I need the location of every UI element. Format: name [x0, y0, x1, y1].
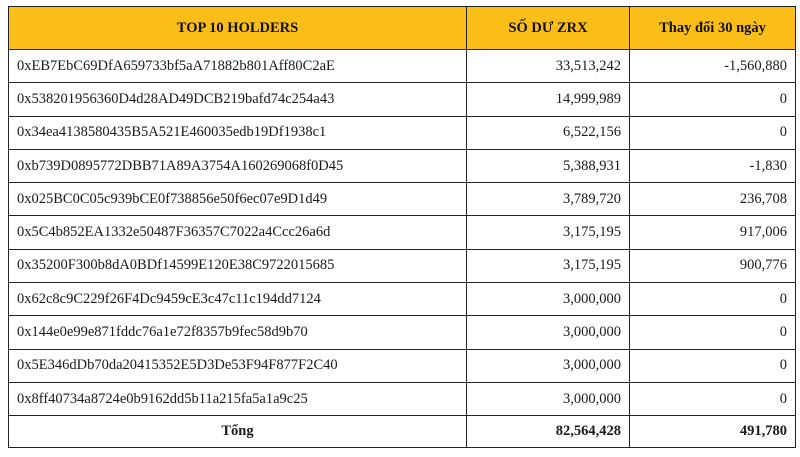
- holder-change: -1,830: [630, 149, 796, 182]
- holder-address: 0x144e0e99e871fddc76a1e72f8357b9fec58d9b70: [9, 316, 467, 349]
- holder-address: 0x025BC0C05c939bCE0f738856e50f6ec07e9D1d49: [9, 183, 467, 216]
- holder-address: 0x538201956360D4d28AD49DCB219bafd74c254a43: [9, 83, 467, 116]
- header-row: [9, 7, 796, 50]
- total-row: [9, 416, 796, 448]
- holder-balance: 3,789,720: [467, 183, 630, 216]
- holder-balance: 3,000,000: [467, 316, 630, 349]
- holder-balance: 14,999,989: [467, 83, 630, 116]
- holder-address: 0xb739D0895772DBB71A89A3754A160269068f0D45: [9, 149, 467, 182]
- holder-balance: 3,175,195: [467, 249, 630, 282]
- total-label: Tổng: [9, 416, 467, 448]
- total-change: 491,780: [630, 416, 796, 448]
- table-row: [9, 216, 796, 249]
- header-balance: SỐ DƯ ZRX: [467, 7, 630, 50]
- holder-balance: 3,000,000: [467, 283, 630, 316]
- table-row: [9, 149, 796, 182]
- holder-address: 0xEB7EbC69DfA659733bf5aA71882b801Aff80C2aE: [9, 50, 467, 83]
- holder-change: 0: [630, 382, 796, 415]
- holder-balance: 3,175,195: [467, 216, 630, 249]
- holders-table: [8, 6, 796, 448]
- table-row: [9, 382, 796, 415]
- holder-balance: 3,000,000: [467, 349, 630, 382]
- holder-change: 0: [630, 83, 796, 116]
- table-row: [9, 50, 796, 83]
- holder-address: 0x35200F300b8dA0BDf14599E120E38C9722015685: [9, 249, 467, 282]
- holder-change: 0: [630, 349, 796, 382]
- holder-address: 0x62c8c9C229f26F4Dc9459cE3c47c11c194dd7124: [9, 283, 467, 316]
- holder-address: 0x34ea4138580435B5A521E460035edb19Df1938c1: [9, 116, 467, 149]
- table-row: [9, 283, 796, 316]
- holder-change: 0: [630, 116, 796, 149]
- holder-balance: 6,522,156: [467, 116, 630, 149]
- table-row: [9, 249, 796, 282]
- holder-address: 0x5C4b852EA1332e50487F36357C7022a4Ccc26a6d: [9, 216, 467, 249]
- holder-balance: 5,388,931: [467, 149, 630, 182]
- holder-change: 0: [630, 283, 796, 316]
- table-row: [9, 116, 796, 149]
- header-change-30-days: Thay đổi 30 ngày: [630, 7, 796, 50]
- table-row: [9, 183, 796, 216]
- table-row: [9, 349, 796, 382]
- holder-change: 900,776: [630, 249, 796, 282]
- holder-address: 0x5E346dDb70da20415352E5D3De53F94F877F2C40: [9, 349, 467, 382]
- holder-balance: 3,000,000: [467, 382, 630, 415]
- holder-change: 236,708: [630, 183, 796, 216]
- holder-balance: 33,513,242: [467, 50, 630, 83]
- header-top-holders: TOP 10 HOLDERS: [9, 7, 467, 50]
- holder-address: 0x8ff40734a8724e0b9162dd5b11a215fa5a1a9c25: [9, 382, 467, 415]
- table-row: [9, 316, 796, 349]
- table-row: [9, 83, 796, 116]
- holder-change: -1,560,880: [630, 50, 796, 83]
- holder-change: 917,006: [630, 216, 796, 249]
- holder-change: 0: [630, 316, 796, 349]
- total-balance: 82,564,428: [467, 416, 630, 448]
